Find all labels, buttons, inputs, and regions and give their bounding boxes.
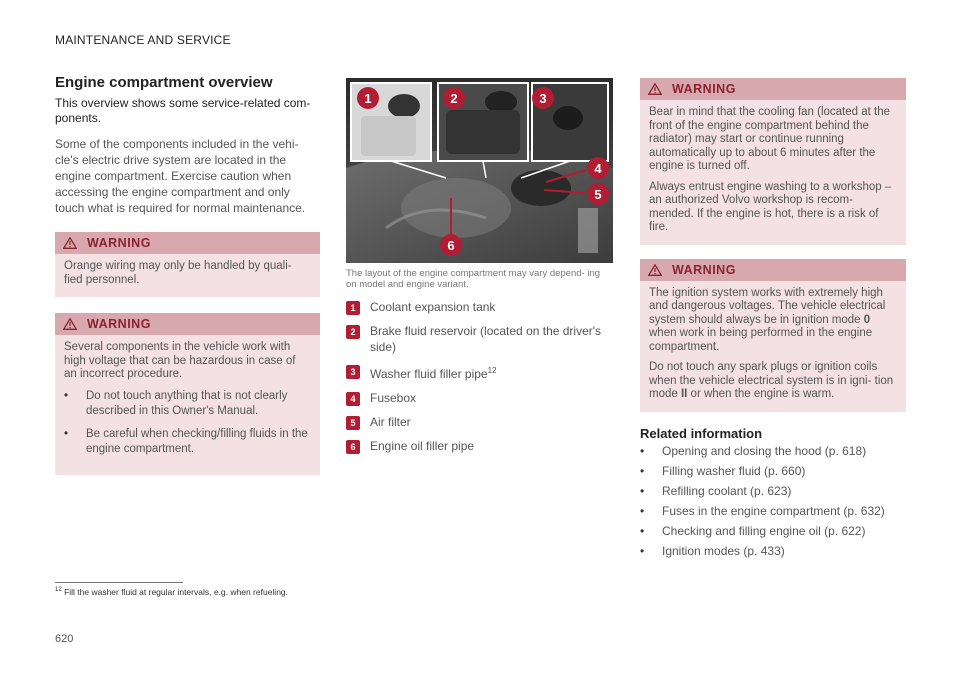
list-item	[346, 414, 613, 430]
item-number: 1	[346, 301, 360, 315]
warning-triangle-icon	[63, 237, 77, 249]
callout-5: 5	[594, 187, 602, 202]
warning-label: WARNING	[87, 236, 151, 250]
warning-box-ignition	[640, 259, 906, 412]
related-link[interactable]: • Checking and filling engine oil (p. 622)	[640, 523, 906, 539]
related-link[interactable]: • Ignition modes (p. 433)	[640, 543, 906, 559]
related-link[interactable]: • Refilling coolant (p. 623)	[640, 483, 906, 499]
callout-6: 6	[447, 238, 455, 253]
item-number: 5	[346, 416, 360, 430]
item-label: Air filter	[370, 415, 411, 429]
warning-header	[640, 259, 906, 281]
related-link[interactable]: • Opening and closing the hood (p. 618)	[640, 443, 906, 459]
warning-label: WARNING	[672, 262, 736, 277]
warning-header	[55, 313, 320, 335]
ignition-mode-ii: II	[680, 388, 688, 400]
intro-text: This overview shows some service-related com- ponents.	[55, 96, 311, 125]
page-number: 620	[55, 633, 74, 645]
warning-label: WARNING	[672, 82, 736, 96]
warning-triangle-icon	[648, 264, 662, 276]
warning-box-cooling-fan	[640, 78, 906, 245]
page-title: Engine compartment overview	[55, 74, 273, 91]
callout-1: 1	[364, 91, 372, 106]
item-label: Fusebox	[370, 391, 417, 405]
warning-bullet: • Do not touch anything that is not clearly described in this Owner's Manual.	[64, 389, 311, 419]
list-item	[346, 438, 613, 454]
body-text: Some of the components included in the vehi- cle's electric drive system are located in the engine compartment. Exercise caution when accessing the engine compartment and only touch what is required for normal maintenance.	[55, 137, 306, 215]
warning-text: Always entrust engine washing to a workshop – an authorized Volvo workshop is recom- mended. If the engine is hot, there is a risk of fire.	[649, 180, 892, 233]
warning-triangle-icon	[648, 83, 662, 95]
list-item	[346, 323, 613, 355]
item-number: 3	[346, 365, 360, 379]
item-label: Brake fluid reservoir (located on the driver's side)	[370, 324, 602, 354]
related-link[interactable]: • Fuses in the engine compartment (p. 632)	[640, 503, 906, 519]
parts-list	[346, 299, 613, 454]
item-number: 4	[346, 392, 360, 406]
column-left	[55, 74, 320, 475]
footnote-number: 12	[55, 587, 62, 594]
warning-text: Do not touch any spark plugs or ignition coils when the vehicle electrical system is in igni- tion mode II or when the engine is warm.	[649, 361, 894, 400]
item-label: Engine oil filler pipe	[370, 439, 475, 453]
item-label: Washer fluid filler pipe	[370, 367, 488, 381]
running-header: MAINTENANCE AND SERVICE	[55, 33, 231, 47]
footnote-ref[interactable]: 12	[487, 366, 497, 375]
warning-text: Several components in the vehicle work with high voltage that can be hazardous in case of an incorrect procedure.	[64, 341, 296, 380]
footnote	[55, 587, 288, 597]
related-link[interactable]: • Filling washer fluid (p. 660)	[640, 463, 906, 479]
warning-text: Bear in mind that the cooling fan (located at the front of the engine compartment behind the radiator) may start or continue running automatically up to about 6 minutes after the engine is turned off.	[649, 106, 891, 172]
item-number: 2	[346, 325, 360, 339]
list-item	[346, 390, 613, 406]
related-info-title: Related information	[640, 425, 763, 441]
warning-label: WARNING	[87, 317, 151, 331]
list-item	[346, 299, 613, 315]
footnote-text: Fill the washer fluid at regular intervals, e.g. when refueling.	[64, 587, 289, 597]
item-label: Coolant expansion tank	[370, 300, 496, 314]
item-number: 6	[346, 440, 360, 454]
callout-2: 2	[450, 91, 458, 106]
column-middle	[346, 78, 613, 462]
footnote-divider	[55, 582, 183, 583]
callout-4: 4	[594, 161, 602, 176]
list-item	[346, 363, 613, 382]
engine-photo-graphic	[346, 78, 613, 263]
warning-header	[640, 78, 906, 100]
warning-box-wiring	[55, 232, 320, 297]
callout-3: 3	[539, 91, 547, 106]
column-right	[640, 78, 906, 563]
ignition-mode-0: 0	[863, 313, 871, 326]
warning-text: Orange wiring may only be handled by quali- fied personnel.	[64, 260, 292, 286]
figure-caption: The layout of the engine compartment may vary depend- ing on model and engine variant.	[346, 268, 601, 290]
warning-header	[55, 232, 320, 254]
related-info-list	[640, 443, 906, 559]
warning-bullet: • Be careful when checking/filling fluids in the engine compartment.	[64, 427, 311, 457]
engine-compartment-illustration	[346, 78, 613, 263]
warning-box-high-voltage	[55, 313, 320, 475]
warning-triangle-icon	[63, 318, 77, 330]
warning-text: The ignition system works with extremely high and dangerous voltages. The vehicle electrical system should always be in ignition mode 0 when work in being performed in the engine compartment.	[649, 286, 886, 353]
